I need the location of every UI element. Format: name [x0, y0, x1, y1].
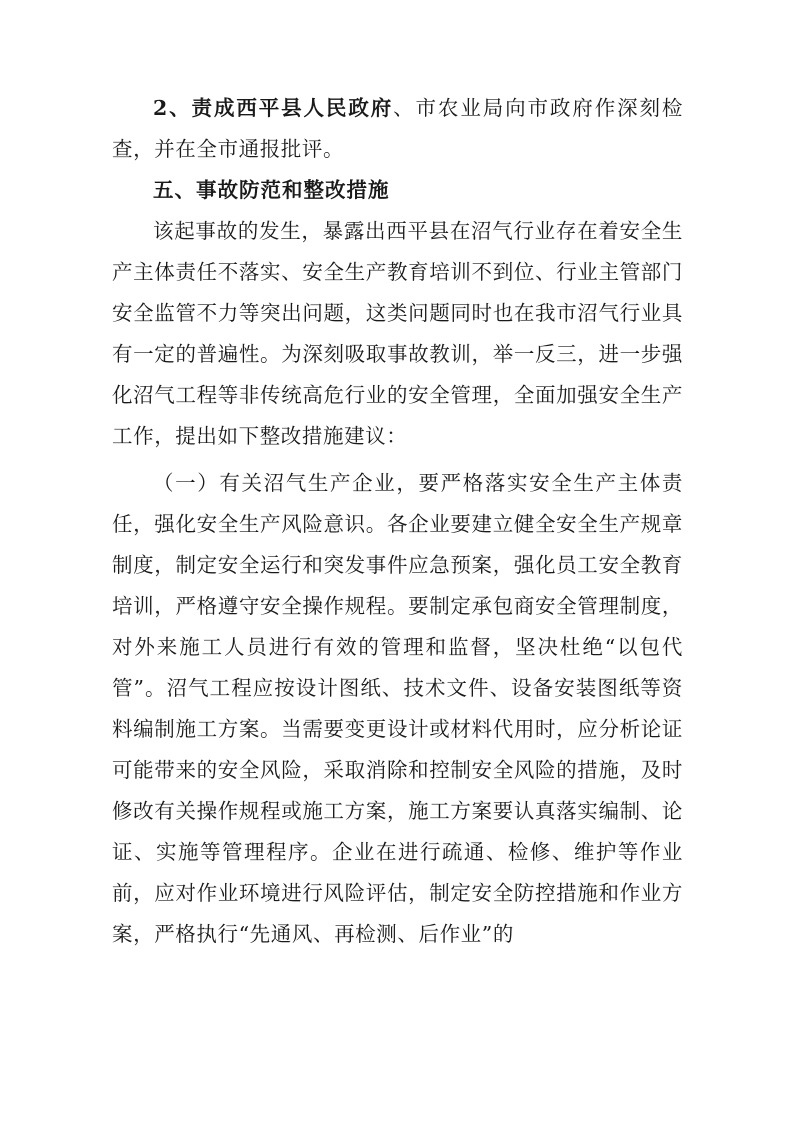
paragraph-overview: 该起事故的发生，暴露出西平县在沼气行业存在着安全生产主体责任不落实、安全生产教育培训不到位、行业主管部门安全监管不力等突出问题，这类问题同时也在我市沼气行业具有一定的普遍性。为深刻吸取事故教训，举一反三，进一步强化沼气工程等非传统高危行业的安全管理，全面加强安全生产工作，提出如下整改措施建议：	[112, 219, 683, 448]
document-body	[112, 88, 683, 955]
paragraph-item-2-normal: 、市农业局向市政府作深刻检查，并在全市通报批评。	[112, 96, 683, 161]
paragraph-item-2-bold: 2、责成西平县人民政府	[153, 96, 394, 120]
paragraph-item-2	[112, 88, 683, 170]
paragraph-item-one: （一）有关沼气生产企业，要严格落实安全生产主体责任，强化安全生产风险意识。各企业要建立健全安全生产规章制度，制定安全运行和突发事件应急预案，强化员工安全教育培训，严格遵守安全操作规程。要制定承包商安全管理制度，对外来施工人员进行有效的管理和监督，坚决杜绝“以包代管”。沼气工程应按设计图纸、技术文件、设备安装图纸等资料编制施工方案。当需要变更设计或材料代用时，应分析论证可能带来的安全风险，采取消除和控制安全风险的措施，及时修改有关操作规程或施工方案，施工方案要认真落实编制、论证、实施等管理程序。企业在进行疏通、检修、维护等作业前，应对作业环境进行风险评估，制定安全防控措施和作业方案，严格执行“先通风、再检测、后作业”的	[112, 471, 683, 946]
section-five-heading: 五、事故防范和整改措施	[153, 178, 390, 202]
